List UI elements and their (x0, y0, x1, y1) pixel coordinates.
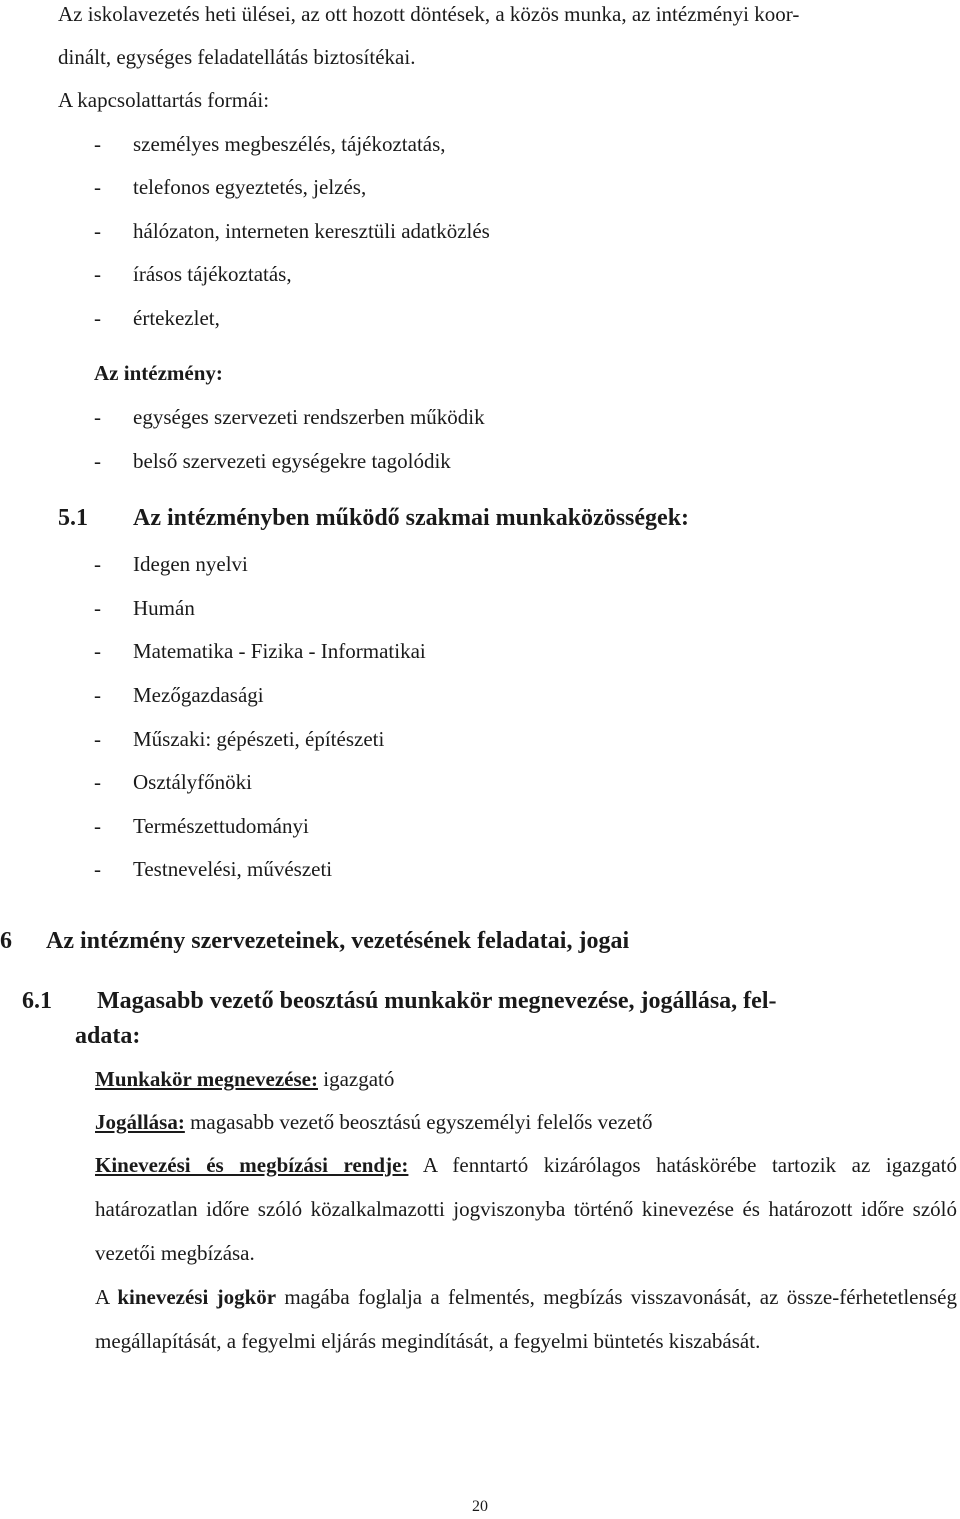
list-item: telefonos egyeztetés, jelzés, (133, 175, 367, 199)
section-5-1-title: Az intézményben működő szakmai munkaközösségek: (133, 505, 690, 531)
intro-line-1: Az iskolavezetés heti ülései, az ott hozott döntések, a közös munka, az intézményi koor- (58, 2, 800, 26)
list-dash: - (94, 175, 101, 199)
list-item: Testnevelési, művészeti (133, 857, 333, 881)
list-dash: - (94, 306, 101, 330)
appointment-label: Kinevezési és megbízási rendje: (95, 1153, 409, 1177)
list-item: Matematika - Fizika - Informatikai (133, 639, 426, 663)
list-dash: - (94, 596, 101, 620)
list-item: hálózaton, interneten keresztüli adatközlés (133, 219, 490, 243)
list-item: írásos tájékoztatás, (133, 262, 292, 286)
institution-heading: Az intézmény: (94, 361, 223, 385)
list-item: értekezlet, (133, 306, 220, 330)
section-6-1-number: 6.1 (22, 988, 52, 1014)
job-title-value: igazgató (318, 1067, 395, 1091)
appointment-power-paragraph (95, 1275, 957, 1363)
list-item: Mezőgazdasági (133, 683, 264, 707)
section-6-number: 6 (0, 928, 12, 954)
status-value: magasabb vezető beosztású egyszemélyi felelős vezető (184, 1110, 653, 1134)
job-title-label: Munkakör megnevezése: (95, 1067, 318, 1091)
list-dash: - (94, 132, 101, 156)
section-6-1-title-line-1: Magasabb vezető beosztású munkakör megnevezése, jogállása, fel- (97, 988, 777, 1014)
section-5-1-number: 5.1 (58, 505, 88, 531)
list-item: Osztályfőnöki (133, 770, 252, 794)
list-item: Természettudományi (133, 814, 309, 838)
contact-heading: A kapcsolattartás formái: (58, 88, 270, 112)
list-dash: - (94, 219, 101, 243)
list-dash: - (94, 683, 101, 707)
page-number: 20 (472, 1498, 488, 1515)
list-dash: - (94, 814, 101, 838)
list-item: személyes megbeszélés, tájékoztatás, (133, 132, 446, 156)
list-dash: - (94, 552, 101, 576)
list-dash: - (94, 639, 101, 663)
job-title-row (95, 1067, 394, 1092)
section-6-1-title-line-2: adata: (75, 1023, 141, 1049)
list-dash: - (94, 770, 101, 794)
power-text: magába foglalja a felmentés, megbízás visszavonását, az össze-férhetetlenség megállapítását, a fegyelmi eljárás megindítását, a fegyelmi büntetés kiszabását. (95, 1285, 957, 1353)
power-bold-term: kinevezési jogkör (117, 1285, 277, 1309)
list-dash: - (94, 449, 101, 473)
power-prefix: A (95, 1285, 118, 1309)
list-dash: - (94, 857, 101, 881)
list-item: Idegen nyelvi (133, 552, 248, 576)
list-item: belső szervezeti egységekre tagolódik (133, 449, 451, 473)
intro-line-2: dinált, egységes feladatellátás biztosítékai. (58, 45, 416, 69)
list-dash: - (94, 405, 101, 429)
section-6-title: Az intézmény szervezeteinek, vezetésének feladatai, jogai (46, 928, 630, 954)
status-row (95, 1110, 652, 1135)
list-item: egységes szervezeti rendszerben működik (133, 405, 485, 429)
list-dash: - (94, 727, 101, 751)
list-item: Humán (133, 596, 195, 620)
list-item: Műszaki: gépészeti, építészeti (133, 727, 385, 751)
appointment-paragraph (95, 1143, 957, 1275)
list-dash: - (94, 262, 101, 286)
status-label: Jogállása: (95, 1110, 185, 1134)
appointment-text: A fenntartó kizárólagos hatáskörébe tartozik az igazgató határozatlan időre szóló közalkalmazotti jogviszonyba történő kinevezése és határozott időre szóló vezetői megbízása. (95, 1153, 958, 1265)
